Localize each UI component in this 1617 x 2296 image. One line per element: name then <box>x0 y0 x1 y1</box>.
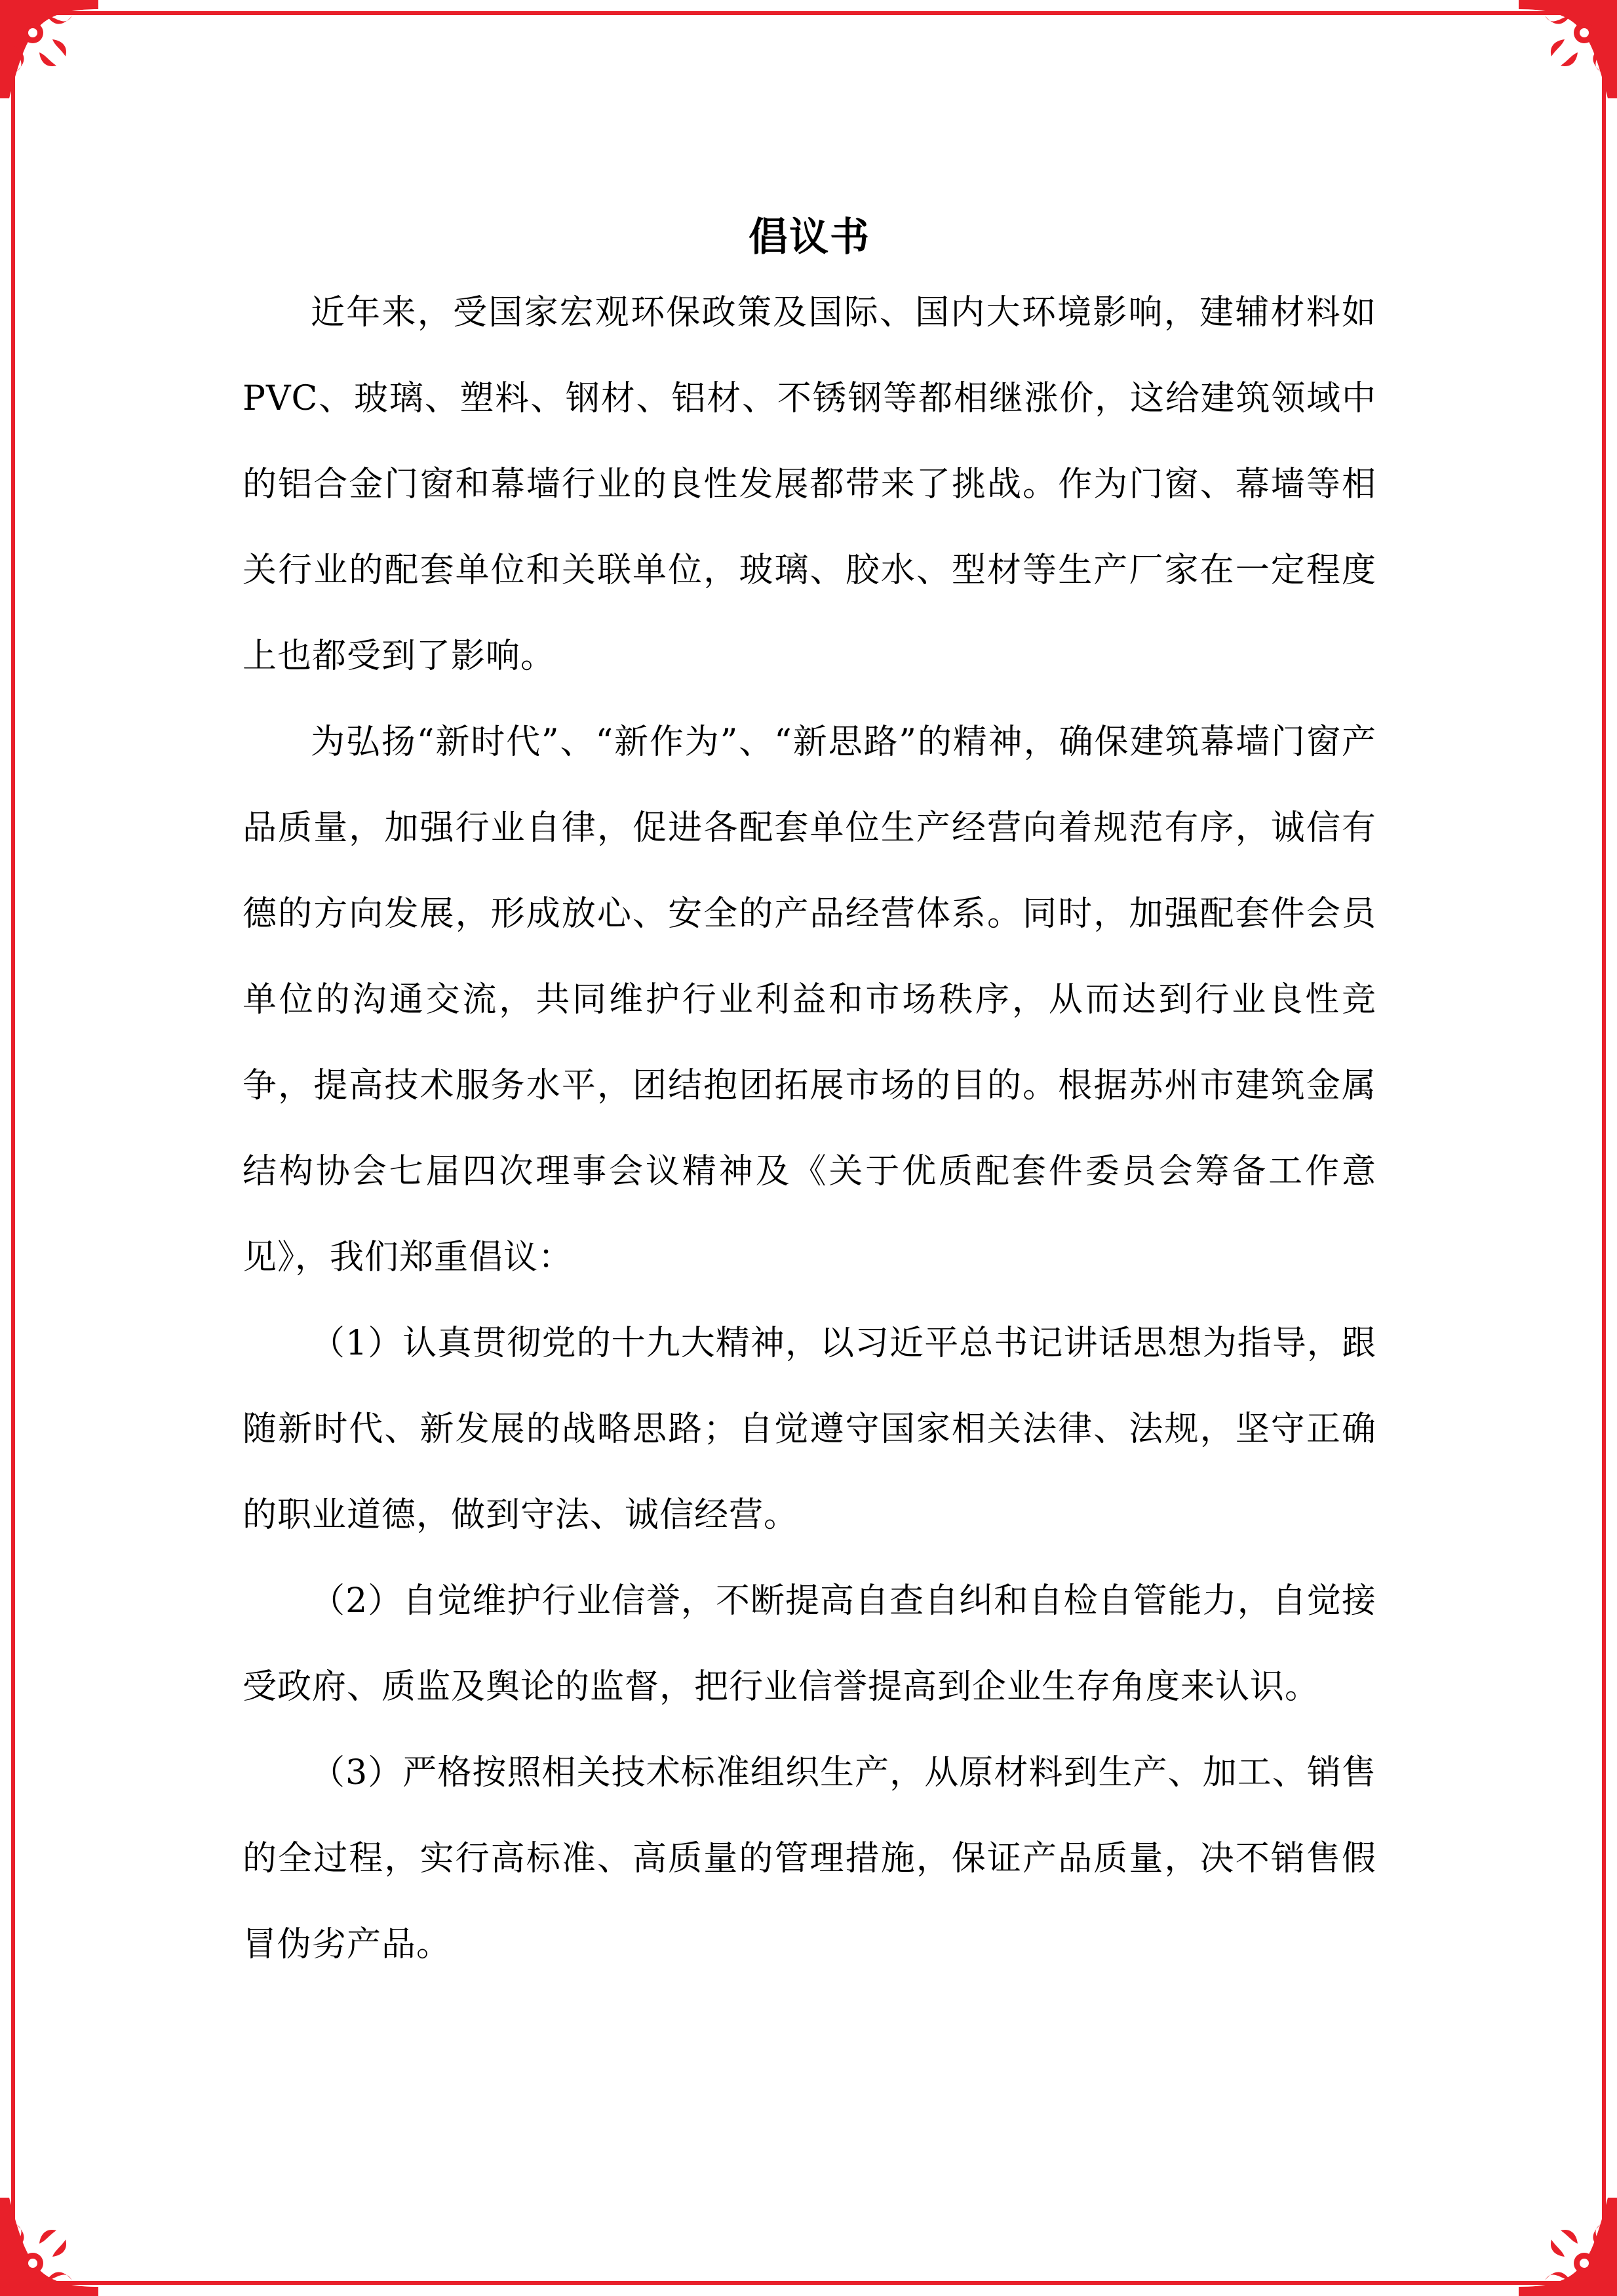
corner-ornament-top-left <box>0 0 98 98</box>
corner-ornament-top-right <box>1519 0 1617 98</box>
corner-ornament-bottom-right <box>1519 2198 1617 2296</box>
document-body <box>243 205 1376 1988</box>
paragraph-item-3: （3）严格按照相关技术标准组织生产，从原材料到生产、加工、销售的全过程，实行高标准、高质量的管理措施，保证产品质量，决不销售假冒伪劣产品。 <box>243 1753 1376 1964</box>
paragraph-item-2: （2）自觉维护行业信誉，不断提高自查自纠和自检自管能力，自觉接受政府、质监及舆论的监督，把行业信誉提高到企业生存角度来认识。 <box>243 1581 1376 1707</box>
corner-ornament-bottom-left <box>0 2198 98 2296</box>
document-title: 倡议书 <box>749 214 870 260</box>
paragraph-purpose: 为弘扬“新时代”、“新作为”、“新思路”的精神，确保建筑幕墙门窗产品质量，加强行业自律，促进各配套单位生产经营向着规范有序，诚信有德的方向发展，形成放心、安全的产品经营体系。同时，加强配套件会员单位的沟通交流，共同维护行业利益和市场秩序，从而达到行业良性竞争，提高技术服务水平，团结抱团拓展市场的目的。根据苏州市建筑金属结构协会七届四次理事会议精神及《关于优质配套件委员会筹备工作意见》，我们郑重倡议： <box>243 722 1376 1277</box>
paragraph-intro: 近年来，受国家宏观环保政策及国际、国内大环境影响，建辅材料如PVC、玻璃、塑料、钢材、铝材、不锈钢等都相继涨价，这给建筑领域中的铝合金门窗和幕墙行业的良性发展都带来了挑战。作为门窗、幕墙等相关行业的配套单位和关联单位，玻璃、胶水、型材等生产厂家在一定程度上也都受到了影响。 <box>243 293 1376 676</box>
paragraph-item-1: （1）认真贯彻党的十九大精神，以习近平总书记讲话思想为指导，跟随新时代、新发展的战略思路；自觉遵守国家相关法律、法规，坚守正确的职业道德，做到守法、诚信经营。 <box>243 1324 1376 1535</box>
